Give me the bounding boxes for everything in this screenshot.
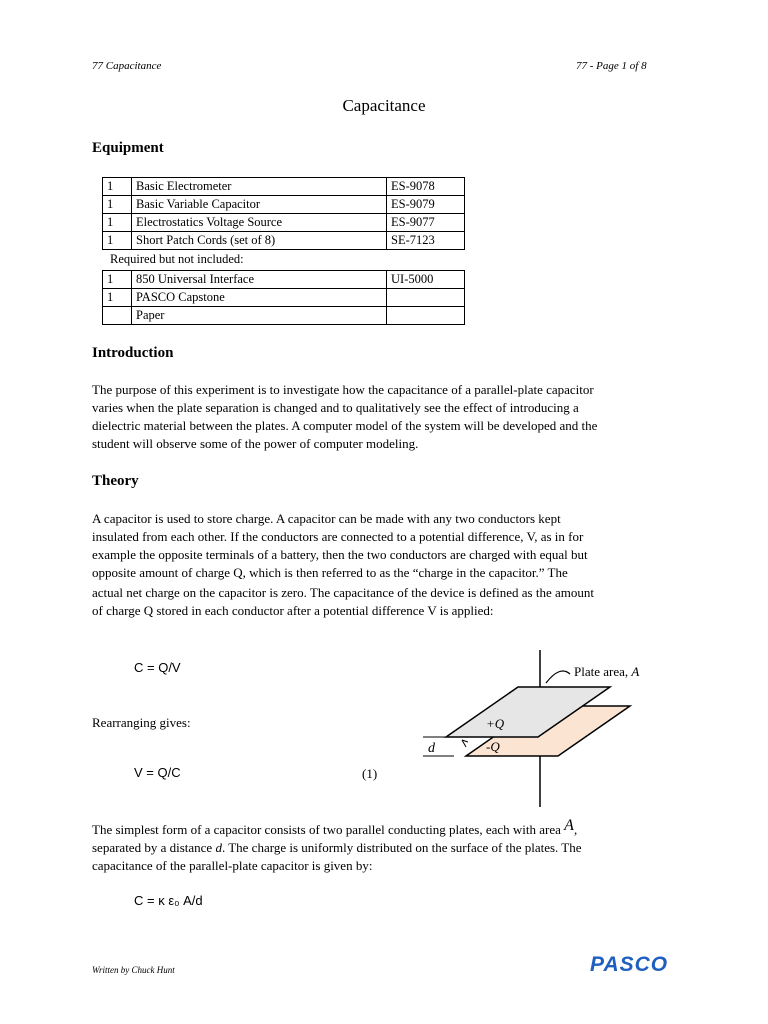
table-row bbox=[103, 196, 465, 214]
minus-q-label: -Q bbox=[486, 739, 500, 754]
equation-voltage: V = Q/C bbox=[134, 765, 181, 780]
paragraph-line: insulated from each other. If the conductors are connected to a potential difference, V, as in for bbox=[92, 529, 584, 544]
line-text: The simplest form of a capacitor consists of two parallel conducting plates, each with area bbox=[92, 822, 561, 837]
equation-number: (1) bbox=[362, 766, 378, 781]
item-cell: Paper bbox=[132, 307, 387, 325]
paragraph-line: The purpose of this experiment is to investigate how the capacitance of a parallel-plate capacitor bbox=[92, 382, 594, 397]
parallel-plate-capacitor-figure bbox=[420, 645, 680, 810]
paragraph-line: capacitance of the parallel-plate capacitor is given by: bbox=[92, 858, 373, 873]
d-arrow-icon bbox=[462, 740, 468, 747]
required-label: Required but not included: bbox=[110, 252, 244, 266]
table-row bbox=[103, 178, 465, 196]
qty-cell: 1 bbox=[103, 271, 132, 289]
header-left: 77 Capacitance bbox=[92, 60, 162, 72]
d-label: d bbox=[428, 741, 435, 756]
table-row bbox=[103, 214, 465, 232]
paragraph-line bbox=[92, 839, 732, 857]
footer-author: Written by Chuck Hunt bbox=[92, 965, 175, 975]
rearranging-text: Rearranging gives: bbox=[92, 715, 191, 730]
qty-cell: 1 bbox=[103, 214, 132, 232]
required-table bbox=[102, 270, 465, 325]
pasco-logo: PASCO bbox=[590, 953, 669, 976]
paragraph-line: of charge Q stored in each conductor after a potential difference V is applied: bbox=[92, 603, 494, 618]
paragraph-line: opposite amount of charge Q, which is then referred to as the “charge in the capacitor.” The bbox=[92, 565, 568, 580]
parallel-plate-paragraph bbox=[92, 817, 732, 875]
item-cell: Basic Variable Capacitor bbox=[132, 196, 387, 214]
page-title: Capacitance bbox=[342, 96, 426, 115]
part-cell: ES-9078 bbox=[387, 178, 465, 196]
area-symbol: A bbox=[564, 817, 574, 834]
introduction-paragraph bbox=[92, 381, 692, 453]
part-cell bbox=[387, 307, 465, 325]
introduction-heading: Introduction bbox=[92, 345, 174, 361]
table-row bbox=[103, 271, 465, 289]
paragraph-line: student will observe some of the power of computer modeling. bbox=[92, 436, 419, 451]
qty-cell: 1 bbox=[103, 196, 132, 214]
part-cell: UI-5000 bbox=[387, 271, 465, 289]
equipment-heading: Equipment bbox=[92, 140, 164, 156]
table-row bbox=[103, 289, 465, 307]
table-row bbox=[103, 307, 465, 325]
part-cell: SE-7123 bbox=[387, 232, 465, 250]
item-cell: Electrostatics Voltage Source bbox=[132, 214, 387, 232]
paragraph-line: example the opposite terminals of a battery, then the two conductors are charged with equal but bbox=[92, 547, 588, 562]
item-cell: PASCO Capstone bbox=[132, 289, 387, 307]
distance-symbol: d bbox=[215, 840, 222, 855]
table-row bbox=[103, 232, 465, 250]
header-right: 77 - Page 1 of 8 bbox=[576, 60, 647, 72]
qty-cell: 1 bbox=[103, 289, 132, 307]
paragraph-line: dielectric material between the plates. A computer model of the system will be developed and the bbox=[92, 418, 598, 433]
qty-cell: 1 bbox=[103, 178, 132, 196]
plate-area-text: Plate area, bbox=[574, 664, 632, 679]
plate-area-label bbox=[574, 664, 639, 679]
theory-heading: Theory bbox=[92, 473, 139, 489]
plate-area-leader bbox=[546, 671, 570, 683]
line-text: . The charge is uniformly distributed on the surface of the plates. The bbox=[221, 840, 582, 855]
paragraph-line: varies when the plate separation is changed and to qualitatively see the effect of introducing a bbox=[92, 400, 579, 415]
qty-cell bbox=[103, 307, 132, 325]
theory-paragraph bbox=[92, 510, 692, 620]
equation-parallel-plate: C = κ ε₀ A/d bbox=[134, 893, 203, 908]
item-cell: Short Patch Cords (set of 8) bbox=[132, 232, 387, 250]
equipment-table bbox=[102, 177, 465, 250]
item-cell: Basic Electrometer bbox=[132, 178, 387, 196]
paragraph-line bbox=[92, 817, 732, 839]
paragraph-line: actual net charge on the capacitor is zero. The capacitance of the device is defined as the amount bbox=[92, 585, 594, 600]
plate-area-symbol: A bbox=[631, 664, 640, 679]
part-cell bbox=[387, 289, 465, 307]
qty-cell: 1 bbox=[103, 232, 132, 250]
equation-capacitance: C = Q/V bbox=[134, 660, 181, 675]
area-comma: , bbox=[573, 822, 578, 837]
item-cell: 850 Universal Interface bbox=[132, 271, 387, 289]
part-cell: ES-9079 bbox=[387, 196, 465, 214]
plus-q-label: +Q bbox=[486, 716, 505, 731]
line-text: separated by a distance bbox=[92, 840, 216, 855]
paragraph-line: A capacitor is used to store charge. A capacitor can be made with any two conductors kept bbox=[92, 511, 561, 526]
part-cell: ES-9077 bbox=[387, 214, 465, 232]
